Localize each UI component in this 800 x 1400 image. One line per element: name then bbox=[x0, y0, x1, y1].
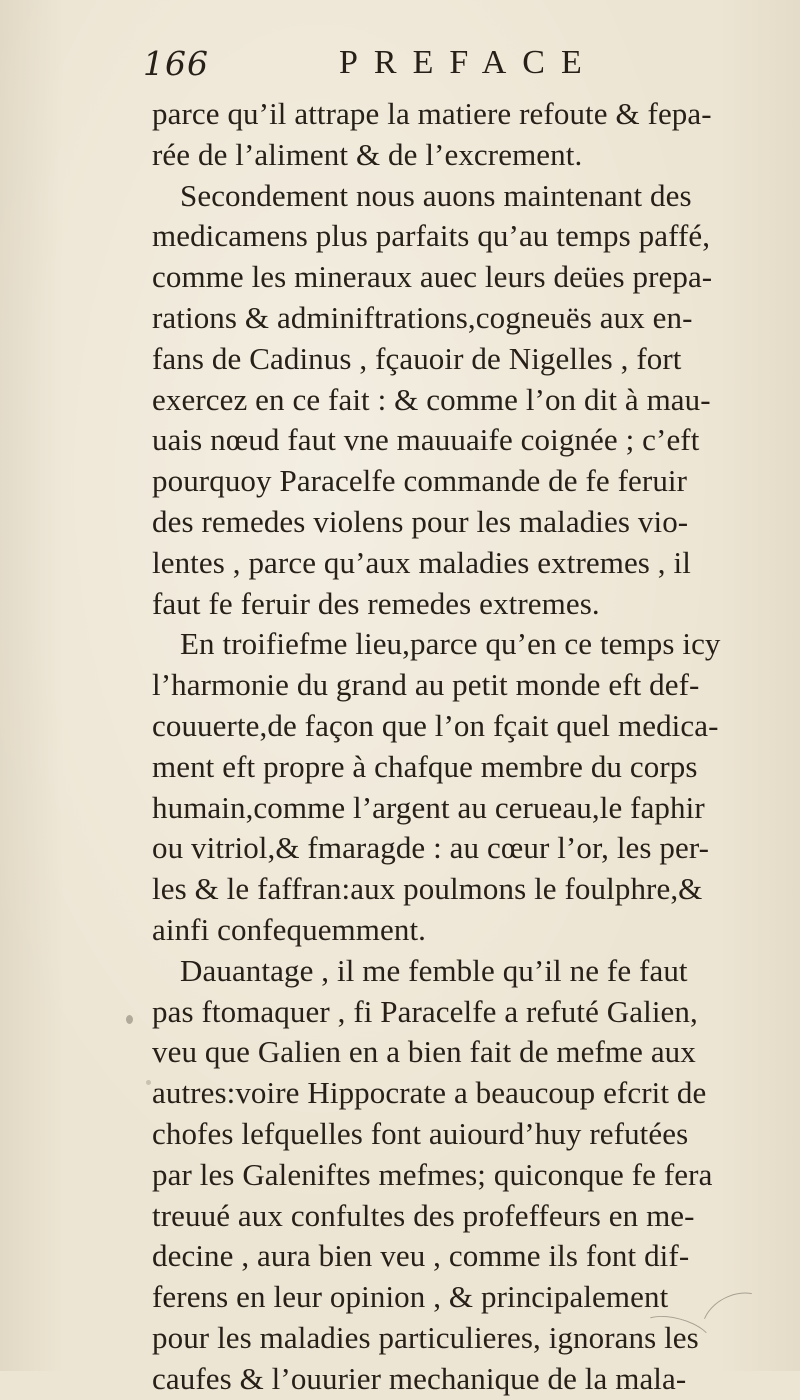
text-line: uais nœud faut vne mauuaife coignée ; c’eft bbox=[152, 422, 700, 458]
text-line: humain,comme l’argent au cerueau,le faphir bbox=[152, 789, 705, 825]
text-line: ainfi confequemment. bbox=[152, 911, 427, 947]
text-line: ferens en leur opinion , & principalement bbox=[152, 1279, 669, 1315]
text-line: treuué aux confultes des profeffeurs en me- bbox=[152, 1197, 695, 1233]
text-line: pas ftomaquer , fi Paracelfe a refuté Galien, bbox=[152, 993, 698, 1029]
text-line: pourquoy Paracelfe commande de fe feruir bbox=[152, 463, 688, 499]
text-line: par les Galeniftes mefmes; quiconque fe fera bbox=[152, 1156, 713, 1192]
text-line: autres:voire Hippocrate a beaucoup efcrit de bbox=[152, 1075, 707, 1111]
text-line: chofes lefquelles font auiourd’huy refutées bbox=[152, 1115, 689, 1151]
text-line: comme les mineraux auec leurs deües prepa- bbox=[152, 259, 713, 295]
text-line: veu que Galien en a bien fait de mefme aux bbox=[152, 1034, 696, 1070]
text-line: medicamens plus parfaits qu’au temps paffé, bbox=[152, 218, 711, 254]
text-line: ment eft propre à chafque membre du corps bbox=[152, 748, 698, 784]
text-line: En troifiefme lieu,parce qu’en ce temps icy bbox=[180, 626, 721, 662]
text-line: decine , aura bien veu , comme ils font dif- bbox=[152, 1238, 690, 1274]
ink-spot bbox=[126, 1015, 133, 1024]
running-head: PREFACE bbox=[339, 44, 598, 81]
text-line: caufes & l’ouurier mechanique de la mala- bbox=[152, 1360, 687, 1396]
text-line: l’harmonie du grand au petit monde eft def- bbox=[152, 667, 700, 703]
text-line: couuerte,de façon que l’on fçait quel medica- bbox=[152, 707, 719, 743]
page-number: 166 bbox=[143, 44, 209, 83]
text-line: Secondement nous auons maintenant des bbox=[180, 177, 692, 213]
text-line: pour les maladies particulieres, ignorans les bbox=[152, 1319, 699, 1355]
text-line: les & le faffran:aux poulmons le foulphre,& bbox=[152, 871, 703, 907]
text-line: des remedes violens pour les maladies vio- bbox=[152, 503, 689, 539]
text-line: lentes , parce qu’aux maladies extremes , il bbox=[152, 544, 691, 580]
text-line: exercez en ce fait : & comme l’on dit à mau- bbox=[152, 381, 711, 417]
text-line: ou vitriol,& fmaragde : au cœur l’or, les per- bbox=[152, 830, 710, 866]
text-line: rée de l’aliment & de l’excrement. bbox=[152, 136, 583, 172]
text-line: rations & adminiftrations,cogneuës aux en- bbox=[152, 299, 693, 335]
text-line: parce qu’il attrape la matiere refoute & fepa- bbox=[152, 96, 712, 131]
ink-spot bbox=[146, 1080, 151, 1085]
page-header bbox=[143, 44, 783, 96]
text-line: faut fe feruir des remedes extremes. bbox=[152, 585, 600, 621]
text-line: Dauantage , il me femble qu’il ne fe faut bbox=[180, 952, 688, 988]
text-line: fans de Cadinus , fçauoir de Nigelles , fort bbox=[152, 340, 682, 376]
body-text bbox=[152, 94, 788, 1400]
